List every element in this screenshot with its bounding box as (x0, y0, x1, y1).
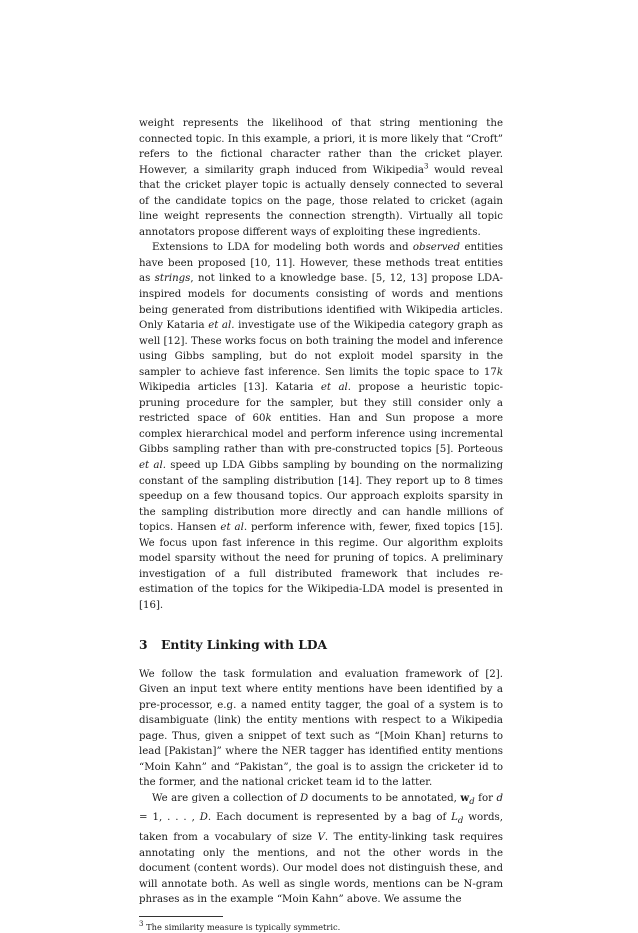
text-span: investigate use of the Wikipedia category graph as well [12]. These works focus on both training the model and inference using Gibbs sampling, but do not exploit model sparsity in the sampler to achieve fast inference. Sen limits the topic space to 17 (139, 320, 503, 378)
text-span: perform inference with, fewer, fixed topics [15]. We focus upon fast inference in this regime. Our algorithm exploits model sparsity without the need for pruning of topics. A preliminary investigation of a full distributed framework that includes re-estimation of the topics for the Wikipedia-LDA model is presented in [16]. (139, 522, 503, 611)
text-span: = 1, . . . , (139, 812, 200, 824)
text-span: Wikipedia articles [13]. Kataria (139, 382, 321, 394)
emphasis: k (265, 413, 272, 425)
emphasis: strings (154, 273, 191, 285)
text-span: documents to be annotated, (308, 792, 461, 804)
text-span: words, taken from a vocabulary of size (139, 812, 503, 844)
section-number: 3 (139, 636, 148, 652)
emphasis: et al. (208, 320, 235, 332)
emphasis: et al. (320, 382, 352, 394)
text-span: . Each document is represented by a bag of (207, 812, 452, 824)
text-span: propose a heuristic topic-pruning procedure for the sampler, but they still consider only a restricted space of 60 (139, 382, 504, 425)
section-heading (139, 637, 503, 653)
text-span: entities have been proposed [10, 11]. However, these methods treat entities as (139, 242, 503, 285)
math-var: D (300, 792, 309, 804)
emphasis: et al. (139, 460, 166, 472)
emphasis: k (496, 366, 503, 378)
math-var: L (451, 812, 458, 824)
text-span: for (474, 792, 497, 804)
paragraph-3: We follow the task formulation and evaluation framework of [2]. Given an input text where entity mentions have been identified by a pre-processor, e.g. a named entity tagger, the goal of a system is to disambiguate (link) the entity mentions with respect to a Wikipedia page. Thus, given a snippet of text such as “[Moin Khan] returns to lead [Pakistan]” where the NER tagger has identified entity mentions “Moin Kahn” and “Pakistan”, the goal is to assign the cricketer id to the former, and the national cricket team id to the latter. (139, 668, 503, 789)
math-vector: w (460, 791, 470, 804)
paper-page (139, 116, 503, 933)
math-var: V (317, 832, 325, 844)
paragraph-1 (139, 116, 503, 240)
text-span: weight represents the likelihood of that string mentioning the connected topic. In this example, a priori, it is more likely that “Croft” refers to the fictional character rather than the cricket player. However, a similarity graph induced from Wikipedia (139, 118, 503, 176)
text-span: speed up LDA Gibbs sampling by bounding on the normalizing constant of the sampling distribution [14]. They report up to 8 times speedup on a few thousand topics. Our approach exploits sparsity in the sampling distribution more directly and can handle millions of topics. Hansen (139, 460, 503, 534)
text-span: , not linked to a knowledge base. [5, 12, 13] propose LDA-inspired models for documents consisting of words and mentions being generated from distributions identified with Wikipedia articles. Only Kataria (139, 273, 503, 332)
math-var: D (199, 812, 208, 824)
paragraph-4 (139, 791, 503, 908)
footnote-ref: 3 (423, 162, 429, 171)
text-span: would reveal that the cricket player topic is actually densely connected to several of the candidate topics on the page, those related to cricket (again line weight represents the connection strength). Virtually all topic annotators propose different ways of exploiting these ingredients. (139, 164, 503, 238)
text-span: . The entity-linking task requires annotating only the mentions, and not the other words in the document (content words). Our model does not distinguish these, and will annotate both. As well as single words, mentions can be N-gram phrases as in the example “Moin Kahn” above. We assume the (139, 832, 503, 906)
math-subscript: d (457, 816, 464, 827)
footnote-divider (139, 916, 223, 917)
footnote-mark: 3 (139, 920, 144, 928)
paragraph-2 (139, 240, 503, 613)
text-span: Extensions to LDA for modeling both words and (152, 242, 413, 254)
text-span: We are given a collection of (152, 792, 300, 804)
math-subscript: d (469, 796, 475, 807)
footnote-text: The similarity measure is typically symmetric. (143, 921, 341, 932)
text-span: entities. Han and Sun propose a more complex hierarchical model and perform inference using incremental Gibbs sampling rather than with pre-constructed topics [5]. Porteous (139, 413, 503, 456)
math-var: d (496, 792, 503, 804)
emphasis: et al. (220, 522, 248, 534)
footnote (139, 922, 503, 933)
section-title: Entity Linking with LDA (161, 636, 328, 652)
emphasis: observed (412, 242, 461, 254)
